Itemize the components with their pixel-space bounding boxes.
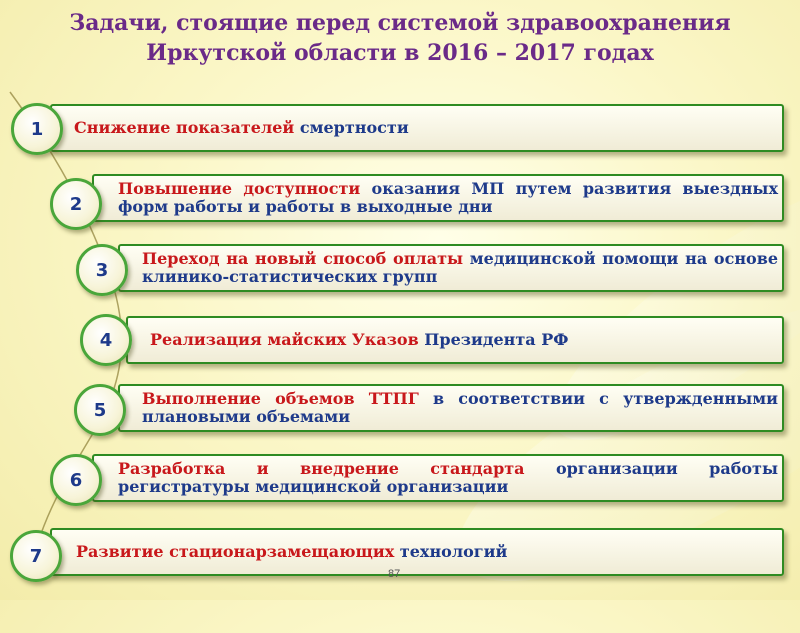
badge-number: 7 [29, 545, 43, 567]
task-text [142, 390, 778, 426]
task-item-3 [118, 244, 784, 292]
task-rest: медицинской помощи на основе клинико-статистических групп [142, 249, 778, 286]
task-highlight: Повышение доступности [118, 179, 361, 198]
title-line-2: Иркутской области в 2016 – 2017 годах [146, 40, 654, 66]
task-item-7 [50, 528, 784, 576]
task-highlight: Разработка и внедрение стандарта [118, 459, 525, 478]
badge-number: 2 [69, 193, 83, 215]
task-text [150, 331, 774, 349]
task-text [74, 119, 772, 137]
task-text [118, 460, 778, 496]
task-item-6 [92, 454, 784, 502]
badge-number: 1 [30, 118, 44, 140]
task-item-5 [118, 384, 784, 432]
task-rest: технологий [394, 542, 508, 561]
task-highlight: Снижение показателей [74, 118, 295, 137]
task-rest: смертности [294, 118, 409, 137]
title-line-1: Задачи, стоящие перед системой здравоохранения [69, 10, 731, 36]
number-badge-6 [50, 454, 102, 506]
badge-number: 4 [99, 329, 113, 351]
page-number: 87 [388, 568, 401, 580]
task-highlight: Переход на новый способ оплаты [142, 249, 464, 268]
task-rest: Президента РФ [418, 330, 569, 349]
number-badge-5 [74, 384, 126, 436]
task-item-1 [50, 104, 784, 152]
task-text [118, 180, 778, 216]
number-badge-4 [80, 314, 132, 366]
number-badge-3 [76, 244, 128, 296]
task-item-4 [126, 316, 784, 364]
page-title [0, 8, 800, 68]
task-highlight: Выполнение объемов ТТПГ [142, 389, 419, 408]
badge-number: 3 [95, 259, 109, 281]
number-badge-1 [11, 103, 63, 155]
number-badge-7 [10, 530, 62, 582]
badge-number: 6 [69, 469, 83, 491]
task-rest: в соответствии с утвержденными плановыми объемами [142, 389, 778, 426]
badge-number: 5 [93, 399, 107, 421]
task-highlight: Реализация майских Указов [150, 330, 419, 349]
task-text [142, 250, 778, 286]
task-highlight: Развитие стационарзамещающих [76, 542, 395, 561]
task-item-2 [92, 174, 784, 222]
task-rest: организации работы регистратуры медицинской организации [118, 459, 779, 496]
task-text [76, 543, 772, 561]
task-rest: оказания МП путем развития выездных форм работы и работы в выходные дни [118, 179, 778, 216]
number-badge-2 [50, 178, 102, 230]
